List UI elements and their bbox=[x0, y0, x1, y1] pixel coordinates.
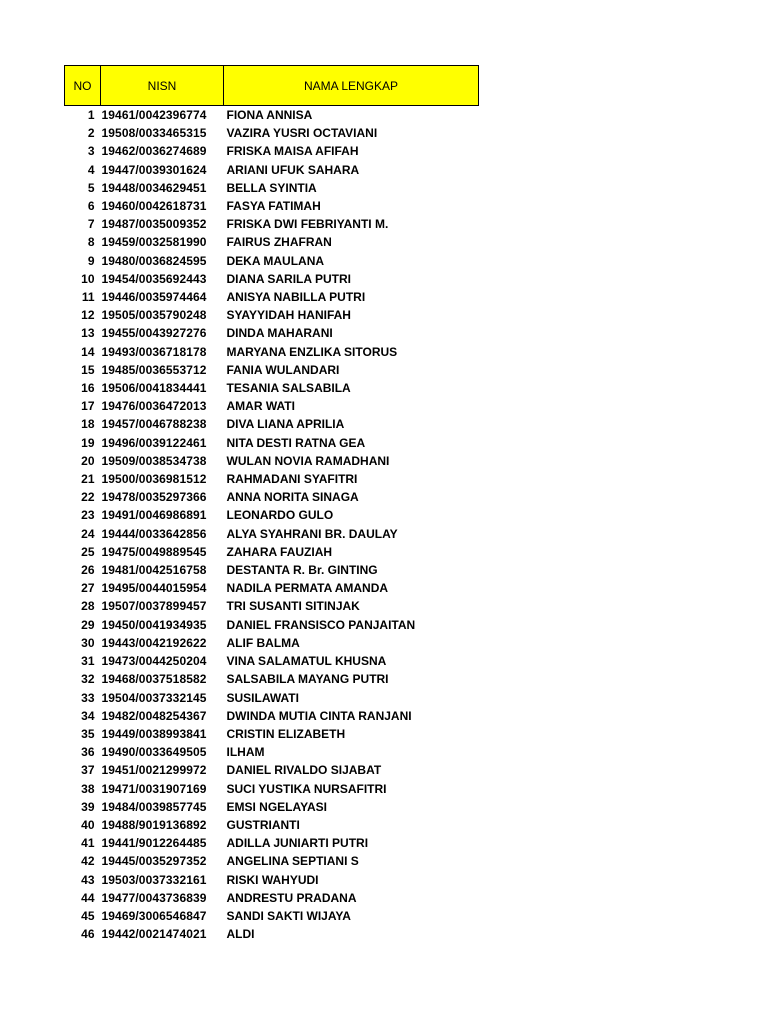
full-name-cell: FRISKA MAISA AFIFAH bbox=[226, 144, 359, 159]
table-row bbox=[65, 506, 479, 524]
row-number: 13 bbox=[81, 326, 95, 341]
nisn-cell: 19506/0041834441 bbox=[101, 381, 207, 396]
table-row bbox=[65, 889, 479, 907]
row-number: 20 bbox=[81, 453, 95, 468]
full-name-cell: FRISKA DWI FEBRIYANTI M. bbox=[226, 217, 389, 232]
nisn-cell: 19488/9019136892 bbox=[101, 817, 207, 832]
table-row bbox=[65, 270, 479, 288]
table-row bbox=[65, 124, 479, 142]
full-name-cell: DEKA MAULANA bbox=[226, 253, 325, 268]
table-row bbox=[65, 834, 479, 852]
full-name-cell: BELLA SYINTIA bbox=[226, 180, 317, 195]
full-name-cell: RISKI WAHYUDI bbox=[226, 872, 319, 887]
nisn-cell: 19495/0044015954 bbox=[101, 581, 207, 596]
row-number: 34 bbox=[81, 708, 95, 723]
table-row bbox=[65, 743, 479, 761]
nisn-cell: 19462/0036274689 bbox=[101, 144, 207, 159]
table-row bbox=[65, 543, 479, 561]
nisn-cell: 19447/0039301624 bbox=[101, 162, 207, 177]
full-name-cell: RAHMADANI SYAFITRI bbox=[226, 472, 358, 487]
table-row bbox=[65, 161, 479, 179]
row-number: 16 bbox=[81, 381, 95, 396]
full-name-cell: MARYANA ENZLIKA SITORUS bbox=[226, 344, 398, 359]
nisn-cell: 19504/0037332145 bbox=[101, 690, 207, 705]
row-number: 36 bbox=[81, 745, 95, 760]
table-row bbox=[65, 434, 479, 452]
full-name-cell: NITA DESTI RATNA GEA bbox=[226, 435, 366, 450]
row-number: 25 bbox=[81, 544, 95, 559]
column-header-nama-lengkap: NAMA LENGKAP bbox=[224, 66, 479, 106]
nisn-cell: 19475/0049889545 bbox=[101, 544, 207, 559]
full-name-cell: ARIANI UFUK SAHARA bbox=[226, 162, 360, 177]
full-name-cell: ANISYA NABILLA PUTRI bbox=[226, 290, 366, 305]
full-name-cell: ZAHARA FAUZIAH bbox=[226, 544, 333, 559]
row-number: 9 bbox=[87, 253, 95, 268]
full-name-cell: SANDI SAKTI WIJAYA bbox=[226, 908, 351, 923]
row-number: 37 bbox=[81, 763, 95, 778]
table-row bbox=[65, 852, 479, 870]
table-row bbox=[65, 925, 479, 943]
row-number: 19 bbox=[81, 435, 95, 450]
student-table bbox=[64, 65, 479, 943]
nisn-cell: 19445/0035297352 bbox=[101, 854, 207, 869]
full-name-cell: SYAYYIDAH HANIFAH bbox=[226, 308, 351, 323]
table-row bbox=[65, 798, 479, 816]
nisn-cell: 19493/0036718178 bbox=[101, 344, 207, 359]
nisn-cell: 19455/0043927276 bbox=[101, 326, 207, 341]
nisn-cell: 19503/0037332161 bbox=[101, 872, 207, 887]
full-name-cell: DIANA SARILA PUTRI bbox=[226, 271, 351, 286]
full-name-cell: LEONARDO GULO bbox=[226, 508, 334, 523]
table-row bbox=[65, 361, 479, 379]
full-name-cell: DANIEL FRANSISCO PANJAITAN bbox=[226, 617, 416, 632]
row-number: 8 bbox=[87, 235, 95, 250]
table-row bbox=[65, 215, 479, 233]
row-number: 35 bbox=[81, 726, 95, 741]
nisn-cell: 19485/0036553712 bbox=[101, 362, 207, 377]
row-number: 22 bbox=[81, 490, 95, 505]
nisn-cell: 19449/0038993841 bbox=[101, 726, 207, 741]
column-header-nisn: NISN bbox=[101, 66, 224, 106]
row-number: 33 bbox=[81, 690, 95, 705]
table-row bbox=[65, 907, 479, 925]
column-header-no: NO bbox=[65, 66, 101, 106]
table-row bbox=[65, 470, 479, 488]
full-name-cell: FIONA ANNISA bbox=[226, 108, 313, 122]
full-name-cell: GUSTRIANTI bbox=[226, 817, 300, 832]
table-row bbox=[65, 343, 479, 361]
nisn-cell: 19508/0033465315 bbox=[101, 126, 207, 141]
row-number: 14 bbox=[81, 344, 95, 359]
full-name-cell: ALDI bbox=[226, 927, 255, 942]
table-row bbox=[65, 634, 479, 652]
nisn-cell: 19487/0035009352 bbox=[101, 217, 207, 232]
table-row bbox=[65, 415, 479, 433]
nisn-cell: 19457/0046788238 bbox=[101, 417, 207, 432]
table-row bbox=[65, 252, 479, 270]
nisn-cell: 19482/0048254367 bbox=[101, 708, 207, 723]
table-row bbox=[65, 871, 479, 889]
nisn-cell: 19451/0021299972 bbox=[101, 763, 207, 778]
full-name-cell: DESTANTA R. Br. GINTING bbox=[226, 563, 378, 578]
row-number: 41 bbox=[81, 836, 95, 851]
full-name-cell: NADILA PERMATA AMANDA bbox=[226, 581, 389, 596]
table-row bbox=[65, 324, 479, 342]
full-name-cell: SUCI YUSTIKA NURSAFITRI bbox=[226, 781, 387, 796]
table-row bbox=[65, 652, 479, 670]
full-name-cell: DINDA MAHARANI bbox=[226, 326, 333, 341]
nisn-cell: 19491/0046986891 bbox=[101, 508, 207, 523]
nisn-cell: 19500/0036981512 bbox=[101, 472, 207, 487]
table-row bbox=[65, 379, 479, 397]
row-number: 11 bbox=[81, 290, 95, 305]
nisn-cell: 19496/0039122461 bbox=[101, 435, 207, 450]
table-row bbox=[65, 616, 479, 634]
row-number: 38 bbox=[81, 781, 95, 796]
full-name-cell: ALYA SYAHRANI BR. DAULAY bbox=[226, 526, 398, 541]
full-name-cell: DIVA LIANA APRILIA bbox=[226, 417, 345, 432]
full-name-cell: ILHAM bbox=[226, 745, 265, 760]
row-number: 23 bbox=[81, 508, 95, 523]
table-row bbox=[65, 397, 479, 415]
table-row bbox=[65, 780, 479, 798]
nisn-cell: 19478/0035297366 bbox=[101, 490, 207, 505]
row-number: 32 bbox=[81, 672, 95, 687]
row-number: 46 bbox=[81, 927, 95, 942]
table-row bbox=[65, 179, 479, 197]
nisn-cell: 19448/0034629451 bbox=[101, 180, 207, 195]
nisn-cell: 19507/0037899457 bbox=[101, 599, 207, 614]
nisn-cell: 19441/9012264485 bbox=[101, 836, 207, 851]
nisn-cell: 19459/0032581990 bbox=[101, 235, 207, 250]
row-number: 18 bbox=[81, 417, 95, 432]
nisn-cell: 19461/0042396774 bbox=[101, 108, 207, 122]
table-row bbox=[65, 233, 479, 251]
nisn-cell: 19509/0038534738 bbox=[101, 453, 207, 468]
nisn-cell: 19444/0033642856 bbox=[101, 526, 207, 541]
full-name-cell: ALIF BALMA bbox=[226, 635, 300, 650]
row-number: 15 bbox=[81, 362, 95, 377]
row-number: 2 bbox=[87, 126, 95, 141]
header-row bbox=[65, 66, 479, 106]
nisn-cell: 19450/0041934935 bbox=[101, 617, 207, 632]
table-row bbox=[65, 725, 479, 743]
full-name-cell: DANIEL RIVALDO SIJABAT bbox=[226, 763, 382, 778]
row-number: 5 bbox=[87, 180, 95, 195]
row-number: 39 bbox=[81, 799, 95, 814]
table-row bbox=[65, 106, 479, 125]
nisn-cell: 19454/0035692443 bbox=[101, 271, 207, 286]
row-number: 24 bbox=[81, 526, 95, 541]
row-number: 43 bbox=[81, 872, 95, 887]
full-name-cell: VAZIRA YUSRI OCTAVIANI bbox=[226, 126, 378, 141]
full-name-cell: ANNA NORITA SINAGA bbox=[226, 490, 359, 505]
row-number: 1 bbox=[87, 108, 95, 122]
row-number: 10 bbox=[81, 271, 95, 286]
nisn-cell: 19471/0031907169 bbox=[101, 781, 207, 796]
table-header bbox=[65, 66, 479, 106]
table-row bbox=[65, 561, 479, 579]
row-number: 40 bbox=[81, 817, 95, 832]
full-name-cell: VINA SALAMATUL KHUSNA bbox=[226, 654, 387, 669]
row-number: 17 bbox=[81, 399, 95, 414]
table-row bbox=[65, 488, 479, 506]
table-row bbox=[65, 670, 479, 688]
table-row bbox=[65, 197, 479, 215]
full-name-cell: AMAR WATI bbox=[226, 399, 295, 414]
row-number: 30 bbox=[81, 635, 95, 650]
nisn-cell: 19476/0036472013 bbox=[101, 399, 207, 414]
full-name-cell: DWINDA MUTIA CINTA RANJANI bbox=[226, 708, 412, 723]
nisn-cell: 19484/0039857745 bbox=[101, 799, 207, 814]
row-number: 21 bbox=[81, 472, 95, 487]
table-row bbox=[65, 816, 479, 834]
full-name-cell: TRI SUSANTI SITINJAK bbox=[226, 599, 360, 614]
nisn-cell: 19446/0035974464 bbox=[101, 290, 207, 305]
full-name-cell: CRISTIN ELIZABETH bbox=[226, 726, 346, 741]
row-number: 44 bbox=[81, 890, 95, 905]
row-number: 12 bbox=[81, 308, 95, 323]
table-row bbox=[65, 579, 479, 597]
full-name-cell: ADILLA JUNIARTI PUTRI bbox=[226, 836, 369, 851]
nisn-cell: 19481/0042516758 bbox=[101, 563, 207, 578]
row-number: 28 bbox=[81, 599, 95, 614]
full-name-cell: SUSILAWATI bbox=[226, 690, 299, 705]
nisn-cell: 19468/0037518582 bbox=[101, 672, 207, 687]
nisn-cell: 19460/0042618731 bbox=[101, 199, 207, 214]
table-row bbox=[65, 142, 479, 160]
nisn-cell: 19480/0036824595 bbox=[101, 253, 207, 268]
row-number: 26 bbox=[81, 563, 95, 578]
table-row bbox=[65, 525, 479, 543]
row-number: 7 bbox=[87, 217, 95, 232]
nisn-cell: 19490/0033649505 bbox=[101, 745, 207, 760]
table-body bbox=[65, 106, 479, 944]
row-number: 4 bbox=[87, 162, 95, 177]
table-row bbox=[65, 689, 479, 707]
row-number: 3 bbox=[87, 144, 95, 159]
row-number: 29 bbox=[81, 617, 95, 632]
full-name-cell: WULAN NOVIA RAMADHANI bbox=[226, 453, 390, 468]
full-name-cell: ANDRESTU PRADANA bbox=[226, 890, 357, 905]
full-name-cell: ANGELINA SEPTIANI S bbox=[226, 854, 359, 869]
full-name-cell: FASYA FATIMAH bbox=[226, 199, 321, 214]
full-name-cell: EMSI NGELAYASI bbox=[226, 799, 327, 814]
table-row bbox=[65, 597, 479, 615]
full-name-cell: SALSABILA MAYANG PUTRI bbox=[226, 672, 389, 687]
table-row bbox=[65, 707, 479, 725]
nisn-cell: 19442/0021474021 bbox=[101, 927, 207, 942]
table-row bbox=[65, 452, 479, 470]
row-number: 45 bbox=[81, 908, 95, 923]
row-number: 6 bbox=[87, 199, 95, 214]
nisn-cell: 19477/0043736839 bbox=[101, 890, 207, 905]
full-name-cell: TESANIA SALSABILA bbox=[226, 381, 351, 396]
full-name-cell: FANIA WULANDARI bbox=[226, 362, 340, 377]
table-row bbox=[65, 288, 479, 306]
full-name-cell: FAIRUS ZHAFRAN bbox=[226, 235, 332, 250]
row-number: 27 bbox=[81, 581, 95, 596]
nisn-cell: 19443/0042192622 bbox=[101, 635, 207, 650]
row-number: 42 bbox=[81, 854, 95, 869]
nisn-cell: 19473/0044250204 bbox=[101, 654, 207, 669]
nisn-cell: 19469/3006546847 bbox=[101, 908, 207, 923]
table-row bbox=[65, 306, 479, 324]
nisn-cell: 19505/0035790248 bbox=[101, 308, 207, 323]
table-row bbox=[65, 761, 479, 779]
row-number: 31 bbox=[81, 654, 95, 669]
